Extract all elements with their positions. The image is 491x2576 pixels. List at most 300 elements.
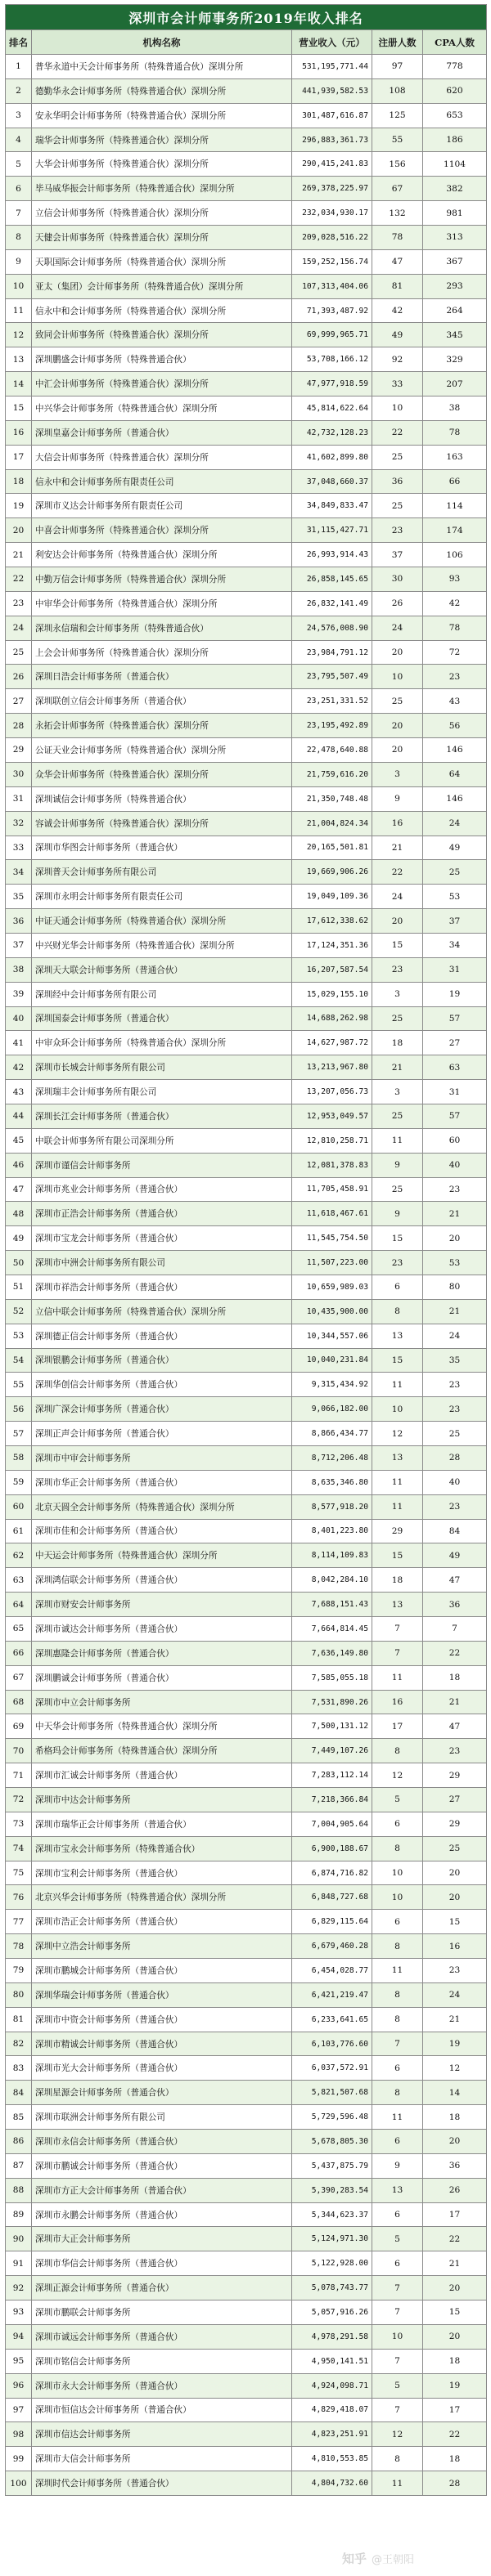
cell-rank: 87 (6, 2153, 32, 2178)
cell-cpa: 64 (423, 762, 487, 786)
cell-partners: 5 (372, 2227, 423, 2251)
table-row (6, 2007, 487, 2032)
table-row (6, 543, 487, 567)
cell-partners: 7 (372, 1641, 423, 1665)
cell-rank: 98 (6, 2422, 32, 2447)
cell-revenue: 14,688,262.98 (292, 1006, 372, 1031)
cell-partners: 13 (372, 1324, 423, 1348)
cell-cpa: 26 (423, 2178, 487, 2202)
table-row (6, 1788, 487, 1812)
cell-revenue: 23,195,492.89 (292, 714, 372, 738)
cell-firm-name: 深圳市永鹏会计师事务所（普通合伙） (32, 2202, 292, 2227)
cell-firm-name: 深圳惠隆会计师事务所（普通合伙） (32, 1641, 292, 1665)
table-row (6, 933, 487, 957)
cell-partners: 26 (372, 591, 423, 616)
cell-revenue: 69,999,965.71 (292, 323, 372, 347)
cell-rank: 20 (6, 518, 32, 543)
cell-firm-name: 深圳市铭信会计师事务所 (32, 2349, 292, 2373)
cell-partners: 11 (372, 1373, 423, 1397)
cell-cpa: 25 (423, 1422, 487, 1446)
cell-partners: 11 (372, 1128, 423, 1153)
cell-partners: 6 (372, 2056, 423, 2081)
cell-firm-name: 瑞华会计师事务所（特殊普通合伙）深圳分所 (32, 128, 292, 152)
cell-firm-name: 深圳市浩正会计师事务所（普通合伙） (32, 1910, 292, 1934)
cell-rank: 7 (6, 201, 32, 226)
cell-rank: 77 (6, 1910, 32, 1934)
cell-partners: 42 (372, 298, 423, 323)
cell-firm-name: 中汇会计师事务所（特殊普通合伙）深圳分所 (32, 372, 292, 396)
cell-cpa: 28 (423, 2471, 487, 2496)
cell-revenue: 31,115,427.71 (292, 518, 372, 543)
cell-firm-name: 北京兴华会计师事务所（特殊普通合伙）深圳分所 (32, 1885, 292, 1910)
cell-firm-name: 中天华会计师事务所（特殊普通合伙）深圳分所 (32, 1714, 292, 1739)
cell-revenue: 5,729,596.48 (292, 2105, 372, 2130)
cell-firm-name: 中兴财光华会计师事务所（特殊普通合伙）深圳分所 (32, 933, 292, 957)
cell-revenue: 22,478,640.88 (292, 738, 372, 763)
cell-partners: 47 (372, 249, 423, 274)
cell-partners: 13 (372, 1445, 423, 1470)
cell-revenue: 17,612,338.62 (292, 909, 372, 934)
table-row (6, 665, 487, 689)
table-row (6, 957, 487, 982)
table-row (6, 249, 487, 274)
cell-firm-name: 深圳永信瑞和会计师事务所（特殊普通合伙） (32, 616, 292, 640)
cell-partners: 7 (372, 2300, 423, 2325)
cell-revenue: 26,858,145.65 (292, 567, 372, 592)
cell-rank: 35 (6, 885, 32, 909)
cell-firm-name: 深圳长江会计师事务所（普通合伙） (32, 1104, 292, 1128)
cell-rank: 45 (6, 1128, 32, 1153)
cell-rank: 57 (6, 1422, 32, 1446)
cell-partners: 9 (372, 786, 423, 811)
cell-rank: 50 (6, 1251, 32, 1275)
cell-cpa: 36 (423, 1593, 487, 1617)
cell-partners: 20 (372, 909, 423, 934)
cell-cpa: 207 (423, 372, 487, 396)
cell-rank: 28 (6, 714, 32, 738)
cell-rank: 64 (6, 1593, 32, 1617)
cell-partners: 11 (372, 1665, 423, 1690)
cell-firm-name: 深圳市财安会计师事务所 (32, 1593, 292, 1617)
table-row (6, 1299, 487, 1324)
cell-partners: 6 (372, 2251, 423, 2276)
cell-revenue: 12,081,378.83 (292, 1153, 372, 1177)
cell-firm-name: 深圳星源会计师事务所（普通合伙） (32, 2081, 292, 2105)
cell-revenue: 5,057,916.26 (292, 2300, 372, 2325)
cell-firm-name: 安永华明会计师事务所（特殊普通合伙）深圳分所 (32, 103, 292, 128)
table-row (6, 909, 487, 934)
cell-revenue: 26,993,914.43 (292, 543, 372, 567)
cell-revenue: 4,950,141.51 (292, 2349, 372, 2373)
cell-rank: 4 (6, 128, 32, 152)
cell-firm-name: 深圳日浩会计师事务所（普通合伙） (32, 665, 292, 689)
table-row (6, 1445, 487, 1470)
cell-revenue: 41,602,899.80 (292, 445, 372, 469)
cell-firm-name: 深圳市义达会计师事务所有限责任公司 (32, 494, 292, 518)
cell-cpa: 15 (423, 1910, 487, 1934)
cell-firm-name: 中喜会计师事务所（特殊普通合伙）深圳分所 (32, 518, 292, 543)
table-row (6, 1177, 487, 1202)
cell-partners: 9 (372, 2153, 423, 2178)
cell-rank: 19 (6, 494, 32, 518)
table-row (6, 372, 487, 396)
cell-partners: 6 (372, 1812, 423, 1836)
cell-partners: 20 (372, 714, 423, 738)
cell-cpa: 40 (423, 1470, 487, 1494)
cell-rank: 91 (6, 2251, 32, 2276)
cell-firm-name: 中审华会计师事务所（特殊普通合伙）深圳分所 (32, 591, 292, 616)
cell-rank: 47 (6, 1177, 32, 1202)
cell-firm-name: 深圳市佳和会计师事务所（普通合伙） (32, 1519, 292, 1543)
cell-partners: 36 (372, 469, 423, 494)
cell-firm-name: 亚太（集团）会计师事务所（特殊普通合伙）深圳分所 (32, 274, 292, 298)
cell-cpa: 24 (423, 1982, 487, 2007)
table-row (6, 1763, 487, 1788)
table-row (6, 786, 487, 811)
cell-rank: 96 (6, 2373, 32, 2398)
cell-partners: 8 (372, 2007, 423, 2032)
cell-revenue: 34,849,833.47 (292, 494, 372, 518)
cell-cpa: 22 (423, 2422, 487, 2447)
cell-partners: 108 (372, 78, 423, 103)
cell-cpa: 163 (423, 445, 487, 469)
cell-firm-name: 深圳时代会计师事务所（普通合伙） (32, 2471, 292, 2496)
cell-cpa: 57 (423, 1006, 487, 1031)
cell-partners: 97 (372, 55, 423, 79)
cell-revenue: 10,040,231.84 (292, 1348, 372, 1373)
cell-cpa: 20 (423, 2130, 487, 2154)
cell-cpa: 53 (423, 885, 487, 909)
cell-revenue: 11,705,458.91 (292, 1177, 372, 1202)
cell-rank: 66 (6, 1641, 32, 1665)
cell-revenue: 6,900,188.67 (292, 1836, 372, 1861)
cell-firm-name: 深圳市瑞华正会计师事务所（普通合伙） (32, 1812, 292, 1836)
cell-partners: 18 (372, 1568, 423, 1593)
cell-firm-name: 深圳华创信会计师事务所（普通合伙） (32, 1373, 292, 1397)
cell-rank: 17 (6, 445, 32, 469)
cell-firm-name: 深圳中立浩会计师事务所 (32, 1934, 292, 1959)
cell-cpa: 72 (423, 640, 487, 665)
cell-firm-name: 信永中和会计师事务所（特殊普通合伙）深圳分所 (32, 298, 292, 323)
cell-rank: 95 (6, 2349, 32, 2373)
cell-revenue: 8,577,918.20 (292, 1494, 372, 1519)
cell-revenue: 5,821,507.68 (292, 2081, 372, 2105)
cell-firm-name: 深圳市宝永会计师事务所（特殊普通合伙） (32, 1836, 292, 1861)
cell-cpa: 25 (423, 1836, 487, 1861)
cell-rank: 41 (6, 1031, 32, 1055)
cell-cpa: 24 (423, 1324, 487, 1348)
cell-revenue: 19,669,906.26 (292, 860, 372, 885)
cell-rank: 44 (6, 1104, 32, 1128)
cell-cpa: 80 (423, 1275, 487, 1299)
cell-rank: 12 (6, 323, 32, 347)
cell-revenue: 5,124,971.30 (292, 2227, 372, 2251)
cell-firm-name: 深圳市华信会计师事务所（普通合伙） (32, 2251, 292, 2276)
table-row (6, 2324, 487, 2349)
cell-cpa: 63 (423, 1055, 487, 1080)
zhihu-logo: 知乎 (342, 2551, 367, 2566)
cell-rank: 32 (6, 811, 32, 836)
column-header-cpa: CPA人数 (423, 30, 487, 55)
cell-partners: 3 (372, 762, 423, 786)
cell-firm-name: 信永中和会计师事务所有限责任公司 (32, 469, 292, 494)
table-row (6, 323, 487, 347)
cell-cpa: 23 (423, 1739, 487, 1763)
cell-partners: 9 (372, 1202, 423, 1226)
cell-revenue: 11,507,223.00 (292, 1251, 372, 1275)
cell-firm-name: 公证天业会计师事务所（特殊普通合伙）深圳分所 (32, 738, 292, 763)
cell-partners: 25 (372, 1006, 423, 1031)
cell-cpa: 778 (423, 55, 487, 79)
cell-partners: 7 (372, 2398, 423, 2422)
cell-cpa: 18 (423, 2447, 487, 2471)
cell-cpa: 12 (423, 2056, 487, 2081)
cell-revenue: 5,344,623.37 (292, 2202, 372, 2227)
table-row (6, 1348, 487, 1373)
cell-partners: 8 (372, 2447, 423, 2471)
cell-firm-name: 大华会计师事务所（特殊普通合伙）深圳分所 (32, 152, 292, 177)
cell-cpa: 53 (423, 1251, 487, 1275)
cell-revenue: 23,984,791.12 (292, 640, 372, 665)
cell-revenue: 47,977,918.59 (292, 372, 372, 396)
cell-firm-name: 大信会计师事务所（特殊普通合伙）深圳分所 (32, 445, 292, 469)
cell-cpa: 1104 (423, 152, 487, 177)
cell-cpa: 31 (423, 1080, 487, 1104)
cell-partners: 7 (372, 2276, 423, 2300)
table-row (6, 2276, 487, 2300)
cell-firm-name: 深圳鹏诚会计师事务所（普通合伙） (32, 1665, 292, 1690)
cell-partners: 11 (372, 2105, 423, 2130)
cell-firm-name: 深圳正声会计师事务所（普通合伙） (32, 1422, 292, 1446)
cell-firm-name: 深圳市宝龙会计师事务所（普通合伙） (32, 1226, 292, 1251)
cell-firm-name: 深圳市谨信会计师事务所 (32, 1153, 292, 1177)
cell-rank: 26 (6, 665, 32, 689)
cell-rank: 73 (6, 1812, 32, 1836)
cell-cpa: 293 (423, 274, 487, 298)
cell-revenue: 8,114,109.83 (292, 1543, 372, 1568)
cell-firm-name: 深圳市祥浩会计师事务所（普通合伙） (32, 1275, 292, 1299)
table-row (6, 1202, 487, 1226)
cell-revenue: 7,664,814.45 (292, 1617, 372, 1642)
cell-partners: 8 (372, 1982, 423, 2007)
cell-revenue: 11,545,754.50 (292, 1226, 372, 1251)
cell-revenue: 5,122,928.00 (292, 2251, 372, 2276)
cell-cpa: 57 (423, 1104, 487, 1128)
cell-cpa: 28 (423, 1445, 487, 1470)
cell-cpa: 186 (423, 128, 487, 152)
cell-partners: 10 (372, 1397, 423, 1422)
cell-revenue: 7,531,890.26 (292, 1690, 372, 1714)
cell-firm-name: 深圳市中达会计师事务所 (32, 1788, 292, 1812)
cell-cpa: 29 (423, 1763, 487, 1788)
cell-partners: 81 (372, 274, 423, 298)
cell-firm-name: 天职国际会计师事务所（特殊普通合伙）深圳分所 (32, 249, 292, 274)
cell-rank: 15 (6, 396, 32, 421)
cell-partners: 49 (372, 323, 423, 347)
cell-cpa: 18 (423, 1665, 487, 1690)
table-row (6, 445, 487, 469)
table-row (6, 347, 487, 372)
cell-cpa: 14 (423, 2081, 487, 2105)
table-row (6, 1422, 487, 1446)
table-row (6, 1324, 487, 1348)
cell-partners: 10 (372, 1885, 423, 1910)
cell-partners: 25 (372, 1104, 423, 1128)
cell-rank: 54 (6, 1348, 32, 1373)
cell-rank: 27 (6, 689, 32, 714)
cell-revenue: 23,795,507.49 (292, 665, 372, 689)
cell-revenue: 4,978,291.58 (292, 2324, 372, 2349)
table-row (6, 640, 487, 665)
cell-cpa: 23 (423, 1959, 487, 1983)
cell-partners: 67 (372, 177, 423, 201)
cell-cpa: 329 (423, 347, 487, 372)
cell-revenue: 14,627,987.72 (292, 1031, 372, 1055)
cell-partners: 8 (372, 2081, 423, 2105)
cell-rank: 83 (6, 2056, 32, 2081)
cell-firm-name: 深圳市鹏诚会计师事务所（普通合伙） (32, 2153, 292, 2178)
table-row (6, 1568, 487, 1593)
cell-rank: 75 (6, 1861, 32, 1885)
cell-cpa: 382 (423, 177, 487, 201)
cell-revenue: 5,437,875.79 (292, 2153, 372, 2178)
table-row (6, 103, 487, 128)
cell-firm-name: 中兴华会计师事务所（特殊普通合伙）深圳分所 (32, 396, 292, 421)
cell-firm-name: 毕马威华振会计师事务所（特殊普通合伙）深圳分所 (32, 177, 292, 201)
table-row (6, 1593, 487, 1617)
cell-firm-name: 深圳市光大会计师事务所（普通合伙） (32, 2056, 292, 2081)
cell-rank: 48 (6, 1202, 32, 1226)
cell-revenue: 10,435,900.00 (292, 1299, 372, 1324)
cell-partners: 20 (372, 640, 423, 665)
cell-partners: 92 (372, 347, 423, 372)
cell-rank: 99 (6, 2447, 32, 2471)
cell-revenue: 20,165,501.81 (292, 836, 372, 860)
cell-revenue: 10,659,989.03 (292, 1275, 372, 1299)
ranking-table (5, 4, 487, 2496)
cell-firm-name: 普华永道中天会计师事务所（特殊普通合伙）深圳分所 (32, 55, 292, 79)
table-row (6, 1055, 487, 1080)
cell-rank: 33 (6, 836, 32, 860)
cell-firm-name: 中审众环会计师事务所（特殊普通合伙）深圳分所 (32, 1031, 292, 1055)
cell-rank: 36 (6, 909, 32, 934)
cell-revenue: 12,953,049.57 (292, 1104, 372, 1128)
cell-revenue: 4,810,553.85 (292, 2447, 372, 2471)
cell-rank: 37 (6, 933, 32, 957)
cell-rank: 24 (6, 616, 32, 640)
table-row (6, 128, 487, 152)
table-row (6, 982, 487, 1006)
table-row (6, 2422, 487, 2447)
column-header-partners: 注册人数 (372, 30, 423, 55)
cell-partners: 21 (372, 1055, 423, 1080)
cell-partners: 8 (372, 1934, 423, 1959)
table-row (6, 78, 487, 103)
cell-partners: 11 (372, 1959, 423, 1983)
cell-cpa: 42 (423, 591, 487, 616)
cell-revenue: 15,029,155.10 (292, 982, 372, 1006)
cell-firm-name: 深圳市正浩会计师事务所（普通合伙） (32, 1202, 292, 1226)
cell-rank: 76 (6, 1885, 32, 1910)
cell-partners: 10 (372, 396, 423, 421)
cell-cpa: 106 (423, 543, 487, 567)
table-row (6, 55, 487, 79)
cell-rank: 49 (6, 1226, 32, 1251)
cell-partners: 5 (372, 1788, 423, 1812)
table-row (6, 1617, 487, 1642)
cell-firm-name: 深圳市华正会计师事务所（普通合伙） (32, 1470, 292, 1494)
cell-firm-name: 上会会计师事务所（特殊普通合伙）深圳分所 (32, 640, 292, 665)
cell-rank: 92 (6, 2276, 32, 2300)
cell-revenue: 7,500,131.12 (292, 1714, 372, 1739)
cell-firm-name: 深圳市大信会计师事务所 (32, 2447, 292, 2471)
cell-firm-name: 深圳市永大会计师事务所（普通合伙） (32, 2373, 292, 2398)
cell-firm-name: 深圳市中洲会计师事务所有限公司 (32, 1251, 292, 1275)
table-row (6, 1080, 487, 1104)
cell-rank: 29 (6, 738, 32, 763)
cell-revenue: 209,028,516.22 (292, 226, 372, 250)
cell-rank: 16 (6, 420, 32, 445)
cell-cpa: 20 (423, 1861, 487, 1885)
cell-revenue: 7,449,107.26 (292, 1739, 372, 1763)
cell-rank: 31 (6, 786, 32, 811)
cell-cpa: 21 (423, 1299, 487, 1324)
cell-rank: 58 (6, 1445, 32, 1470)
cell-partners: 25 (372, 689, 423, 714)
cell-partners: 10 (372, 665, 423, 689)
cell-firm-name: 深圳瑞丰会计师事务所有限公司 (32, 1080, 292, 1104)
table-row (6, 1104, 487, 1128)
table-row (6, 1373, 487, 1397)
cell-cpa: 40 (423, 1153, 487, 1177)
cell-cpa: 78 (423, 616, 487, 640)
cell-partners: 12 (372, 1763, 423, 1788)
cell-cpa: 17 (423, 2202, 487, 2227)
cell-firm-name: 深圳广深会计师事务所（普通合伙） (32, 1397, 292, 1422)
cell-partners: 13 (372, 1593, 423, 1617)
cell-rank: 70 (6, 1739, 32, 1763)
cell-firm-name: 致同会计师事务所（特殊普通合伙）深圳分所 (32, 323, 292, 347)
cell-firm-name: 永拓会计师事务所（特殊普通合伙）深圳分所 (32, 714, 292, 738)
cell-revenue: 4,829,418.07 (292, 2398, 372, 2422)
cell-cpa: 17 (423, 2398, 487, 2422)
cell-cpa: 20 (423, 2276, 487, 2300)
cell-cpa: 36 (423, 2153, 487, 2178)
table-row (6, 2178, 487, 2202)
cell-partners: 25 (372, 494, 423, 518)
cell-cpa: 146 (423, 786, 487, 811)
table-row (6, 811, 487, 836)
cell-revenue: 53,708,166.12 (292, 347, 372, 372)
cell-revenue: 37,048,660.37 (292, 469, 372, 494)
table-row (6, 1251, 487, 1275)
cell-partners: 25 (372, 1177, 423, 1202)
cell-cpa: 27 (423, 1031, 487, 1055)
cell-firm-name: 深圳市鹏城会计师事务所（普通合伙） (32, 1959, 292, 1983)
cell-partners: 5 (372, 2373, 423, 2398)
cell-partners: 18 (372, 1031, 423, 1055)
cell-revenue: 7,218,366.84 (292, 1788, 372, 1812)
cell-revenue: 290,415,241.83 (292, 152, 372, 177)
cell-partners: 17 (372, 1714, 423, 1739)
cell-cpa: 15 (423, 2300, 487, 2325)
cell-firm-name: 深圳市永信会计师事务所（普通合伙） (32, 2130, 292, 2154)
cell-cpa: 23 (423, 1373, 487, 1397)
table-row (6, 2130, 487, 2154)
cell-cpa: 23 (423, 1397, 487, 1422)
cell-rank: 22 (6, 567, 32, 592)
cell-firm-name: 深圳市中立会计师事务所 (32, 1690, 292, 1714)
